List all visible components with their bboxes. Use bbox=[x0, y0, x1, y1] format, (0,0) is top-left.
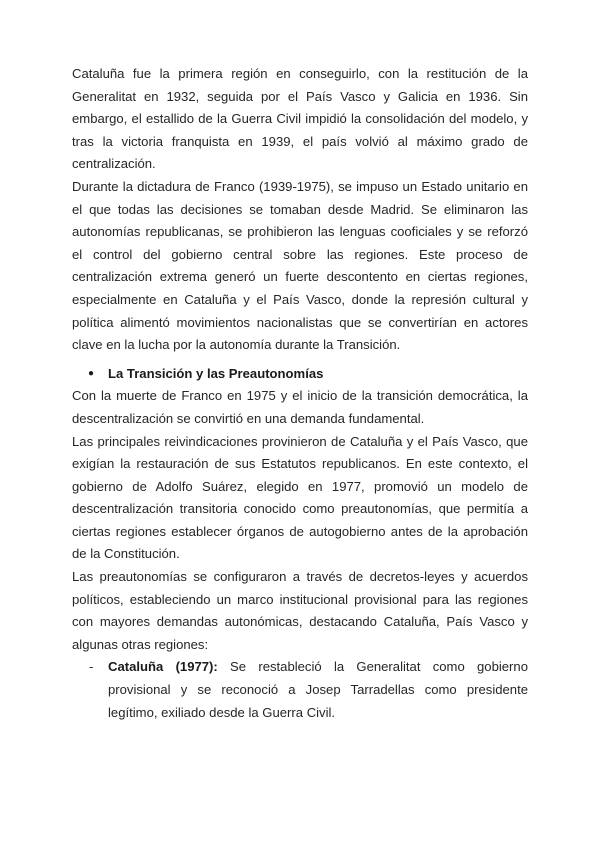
paragraph-generalitat: Cataluña fue la primera región en conseguirlo, con la restitución de la Generalitat en 1932, seguida por el País Vasco y Galicia en 1936. Sin embargo, el estallido de la Guerra Civil impidió la consolidación del modelo, y tras la victoria franquista en 1939, el país volvió al máximo grado de centralización. bbox=[72, 66, 528, 172]
list-item-term: Cataluña (1977): bbox=[108, 659, 218, 675]
paragraph-preautonomias: Las preautonomías se configuraron a través de decretos-leyes y acuerdos políticos, estableciendo un marco institucional provisional para las regiones con mayores demandas autonómicas, destacando Cataluña, País Vasco y algunas otras regiones: bbox=[72, 569, 528, 652]
document-page bbox=[72, 63, 528, 724]
paragraph-dictadura: Durante la dictadura de Franco (1939-1975), se impuso un Estado unitario en el que todas las decisiones se tomaban desde Madrid. Se eliminaron las autonomías republicanas, se prohibieron las lenguas cooficiales y se reforzó el control del gobierno central sobre las regiones. Este proceso de centralización extrema generó un fuerte descontento en ciertas regiones, especialmente en Cataluña y el País Vasco, donde la represión cultural y política alimentó movimientos nacionalistas que se convertirían en actores clave en la lucha por la autonomía durante la Transición. bbox=[72, 178, 528, 353]
dash-marker: - bbox=[89, 659, 94, 675]
paragraph-muerte-franco: Con la muerte de Franco en 1975 y el inicio de la transición democrática, la descentralización se convirtió en una demanda fundamental. bbox=[72, 388, 528, 426]
list-item-cataluna bbox=[72, 656, 528, 724]
paragraph-reivindicaciones: Las principales reivindicaciones provinieron de Cataluña y el País Vasco, que exigían la restauración de sus Estatutos republicanos. En este contexto, el gobierno de Adolfo Suárez, elegido en 1977, promovió un modelo de descentralización transitoria conocido como preautonomías, que permitía a ciertas regiones establecer órganos de autogobierno antes de la aprobación de la Constitución. bbox=[72, 433, 528, 562]
section-heading bbox=[72, 363, 528, 386]
list-item-text: Se restableció la Generalitat como gobierno provisional y se reconoció a Josep Tarradellas como presidente legítimo, exiliado desde la Guerra Civil. bbox=[108, 659, 528, 720]
section-heading-text: La Transición y las Preautonomías bbox=[108, 365, 324, 381]
bullet-icon: ● bbox=[88, 367, 95, 379]
